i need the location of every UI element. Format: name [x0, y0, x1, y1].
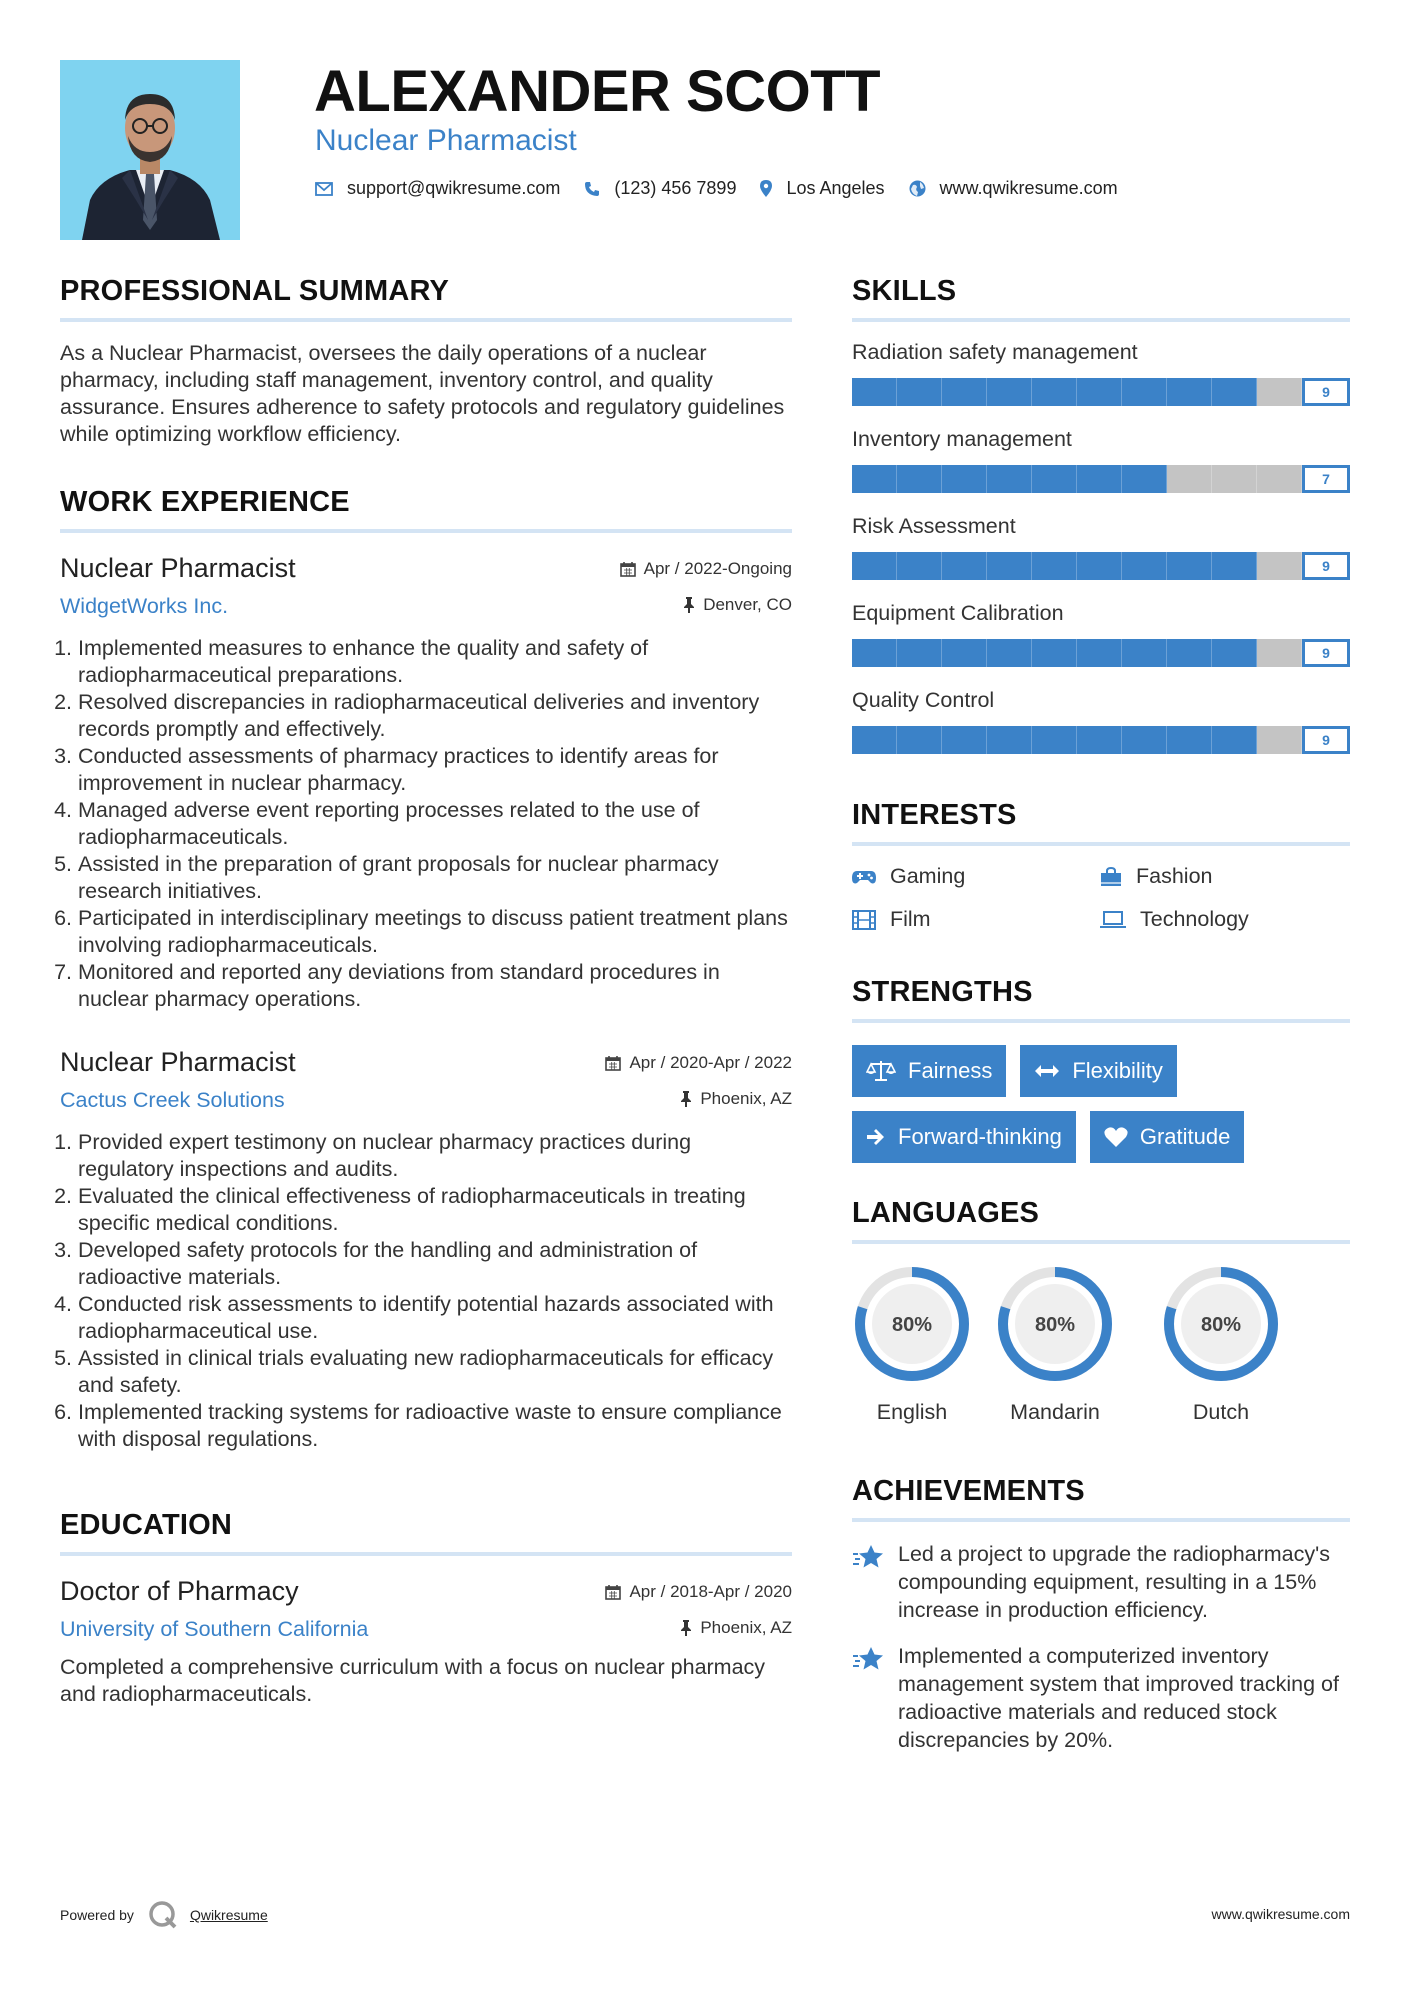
list-item: 2. Evaluated the clinical effectiveness of radiopharmaceuticals in treating specific medical conditions.: [78, 1183, 792, 1237]
skill-segment: [1032, 378, 1077, 406]
job-bullets: [60, 1129, 792, 1453]
skill-item: [852, 688, 1350, 755]
skill-segment: [987, 378, 1032, 406]
strength-tag: [852, 1045, 1006, 1097]
interests-heading: INTERESTS: [852, 799, 1350, 846]
gamepad-icon: [852, 869, 876, 885]
education-description: Completed a comprehensive curriculum with a focus on nuclear pharmacy and radiopharmaceuticals.: [60, 1655, 766, 1706]
interest-item: [852, 907, 1100, 932]
arrow-right-icon: [866, 1127, 886, 1147]
skill-name: Inventory management: [852, 427, 1072, 451]
language-ring: [993, 1262, 1117, 1386]
list-item: 7. Monitored and reported any deviations from standard procedures in nuclear pharmacy operations.: [78, 959, 792, 1013]
language-percent: 80%: [1200, 1314, 1242, 1336]
list-item: 2. Resolved discrepancies in radiopharmaceutical deliveries and inventory records promptly and effectively.: [78, 689, 792, 743]
qwikresume-link[interactable]: Qwikresume: [189, 1907, 268, 1923]
skill-bar: [852, 725, 1350, 755]
language-name: Dutch: [1192, 1400, 1250, 1424]
left-column: [60, 275, 792, 1708]
balance-scale-icon: [866, 1060, 896, 1082]
skill-segment: [1257, 639, 1302, 667]
phone-icon: [584, 181, 600, 197]
pushpin-icon: [680, 1620, 692, 1636]
achievement-item: [852, 1540, 1350, 1624]
strength-label: Fairness: [908, 1058, 993, 1083]
phone-text: (123) 456 7899: [614, 178, 737, 198]
skill-level-badge: 9: [1302, 378, 1350, 406]
skill-segment: [942, 552, 987, 580]
list-item: 3. Developed safety protocols for the handling and administration of radioactive materials.: [78, 1237, 792, 1291]
heart-icon: [1104, 1126, 1128, 1148]
powered-by-text: Powered by: [60, 1907, 134, 1923]
skill-segment: [852, 552, 897, 580]
interest-item: [1100, 907, 1348, 932]
summary-heading: PROFESSIONAL SUMMARY: [60, 275, 792, 322]
job-company: Cactus Creek Solutions: [60, 1088, 285, 1112]
job-entry: [60, 553, 792, 1013]
skills-heading: SKILLS: [852, 275, 1350, 322]
pushpin-icon: [683, 597, 695, 613]
skill-segment: [897, 726, 942, 754]
job-company: WidgetWorks Inc.: [60, 594, 229, 618]
skill-segment: [852, 378, 897, 406]
list-item: 1. Provided expert testimony on nuclear pharmacy practices during regulatory inspections and audits.: [78, 1129, 792, 1183]
language-item: [852, 1262, 972, 1425]
skill-segment: [897, 465, 942, 493]
job-bullets: [60, 635, 792, 1013]
list-item: 1. Implemented measures to enhance the quality and safety of radiopharmaceutical preparations.: [78, 635, 792, 689]
globe-icon: [909, 180, 926, 197]
job-title: Nuclear Pharmacist: [60, 553, 296, 583]
language-percent: 80%: [891, 1314, 933, 1336]
list-item: 4. Managed adverse event reporting processes related to the use of radiopharmaceuticals.: [78, 797, 792, 851]
skill-segment: [897, 639, 942, 667]
school-name: University of Southern California: [60, 1617, 369, 1641]
email-text: support@qwikresume.com: [347, 178, 561, 198]
language-percent: 80%: [1034, 1314, 1076, 1336]
skill-segment: [852, 639, 897, 667]
skill-bar: [852, 464, 1350, 494]
languages-heading: LANGUAGES: [852, 1197, 1350, 1244]
film-icon: [852, 910, 876, 930]
job-location-text: Denver, CO: [703, 595, 792, 614]
language-name: English: [876, 1400, 948, 1424]
skill-bar: [852, 638, 1350, 668]
job-entry: [60, 1047, 792, 1453]
skill-level-badge: 9: [1302, 639, 1350, 667]
skill-name: Radiation safety management: [852, 340, 1138, 364]
job-location: [683, 595, 792, 615]
laptop-icon: [1100, 911, 1126, 929]
list-item: 5. Assisted in clinical trials evaluating new radiopharmaceuticals for efficacy and safety.: [78, 1345, 792, 1399]
skill-segment: [1077, 465, 1122, 493]
achievement-text: Implemented a computerized inventory management system that improved tracking of radioactive materials and reduced stock discrepancies by 20%.: [898, 1644, 1339, 1752]
job-dates: [620, 559, 792, 579]
strengths-heading: STRENGTHS: [852, 976, 1350, 1023]
language-name: Mandarin: [1010, 1400, 1100, 1424]
skill-segment: [1032, 552, 1077, 580]
skill-level-badge: 9: [1302, 726, 1350, 754]
skill-segment: [987, 639, 1032, 667]
achievement-text: Led a project to upgrade the radiopharmacy's compounding equipment, resulting in a 15% increase in production efficiency.: [898, 1542, 1330, 1622]
skill-segment: [1167, 726, 1212, 754]
skill-segment: [987, 465, 1032, 493]
interest-item: [1100, 864, 1348, 889]
interest-label: Fashion: [1136, 864, 1213, 888]
strengths-list: [852, 1045, 1350, 1163]
education-dates: [605, 1582, 792, 1602]
list-item: 6. Participated in interdisciplinary meetings to discuss patient treatment plans involving radiopharmaceuticals.: [78, 905, 792, 959]
skill-segment: [852, 726, 897, 754]
strength-tag: [1090, 1111, 1245, 1163]
achievements-heading: ACHIEVEMENTS: [852, 1475, 1350, 1522]
education-location-text: Phoenix, AZ: [700, 1618, 792, 1637]
skill-segment: [1077, 726, 1122, 754]
list-item: 5. Assisted in the preparation of grant proposals for nuclear pharmacy research initiatives.: [78, 851, 792, 905]
job-location: [680, 1089, 792, 1109]
strength-label: Gratitude: [1139, 1124, 1231, 1149]
contact-email[interactable]: [315, 178, 560, 199]
skill-item: [852, 340, 1350, 407]
skill-segment: [1257, 726, 1302, 754]
skill-segment: [1212, 378, 1257, 406]
pushpin-icon: [680, 1091, 692, 1107]
skill-name: Equipment Calibration: [852, 601, 1064, 625]
skill-segment: [942, 639, 987, 667]
experience-heading: WORK EXPERIENCE: [60, 486, 792, 533]
skill-segment: [942, 378, 987, 406]
skill-segment: [897, 552, 942, 580]
skill-segment: [1257, 552, 1302, 580]
skill-name: Risk Assessment: [852, 514, 1016, 538]
skill-item: [852, 514, 1350, 581]
skill-segment: [987, 726, 1032, 754]
education-entry: [60, 1576, 792, 1708]
footer-powered-by: [60, 1900, 268, 1930]
skill-item: [852, 601, 1350, 668]
strength-label: Forward-thinking: [898, 1124, 1062, 1149]
skill-segment: [1122, 378, 1167, 406]
calendar-icon: [605, 1055, 621, 1071]
interest-item: [852, 864, 1100, 889]
skill-level-badge: 9: [1302, 552, 1350, 580]
education-heading: EDUCATION: [60, 1509, 792, 1556]
job-dates: [605, 1053, 792, 1073]
skills-list: [852, 340, 1350, 755]
job-dates-text: Apr / 2022-Ongoing: [643, 559, 792, 578]
degree-title: Doctor of Pharmacy: [60, 1576, 299, 1606]
contact-location: [760, 178, 884, 199]
skill-segment: [1077, 639, 1122, 667]
skill-segment: [942, 465, 987, 493]
job-title: Nuclear Pharmacist: [60, 1047, 296, 1077]
skill-segment: [1032, 465, 1077, 493]
shopping-bag-icon: [1100, 867, 1122, 887]
arrows-horizontal-icon: [1034, 1064, 1060, 1078]
qwikresume-logo-icon: [148, 1900, 178, 1930]
envelope-icon: [315, 182, 333, 196]
skill-segment: [1077, 378, 1122, 406]
skill-bar: [852, 551, 1350, 581]
skill-segment: [1032, 726, 1077, 754]
candidate-title: Nuclear Pharmacist: [315, 124, 577, 157]
skill-segment: [1212, 552, 1257, 580]
language-ring: [1159, 1262, 1283, 1386]
skill-segment: [1032, 639, 1077, 667]
candidate-name: ALEXANDER SCOTT: [314, 59, 881, 124]
skill-segment: [852, 465, 897, 493]
skill-segment: [1077, 552, 1122, 580]
summary-text: As a Nuclear Pharmacist, oversees the daily operations of a nuclear pharmacy, including staff management, inventory control, and quality assurance. Ensures adherence to safety protocols and regulatory guidelines while optimizing workflow efficiency.: [60, 341, 785, 446]
language-item: [972, 1262, 1138, 1425]
map-pin-icon: [760, 180, 772, 197]
job-location-text: Phoenix, AZ: [700, 1089, 792, 1108]
location-text: Los Angeles: [786, 178, 885, 198]
skill-segment: [1167, 465, 1212, 493]
language-item: [1138, 1262, 1304, 1425]
skill-segment: [1212, 465, 1257, 493]
list-item: 6. Implemented tracking systems for radioactive waste to ensure compliance with disposal regulations.: [78, 1399, 792, 1453]
achievement-item: [852, 1642, 1350, 1754]
list-item: 4. Conducted risk assessments to identify potential hazards associated with radiopharmaceutical use.: [78, 1291, 792, 1345]
star-trophy-icon: [852, 1544, 884, 1570]
skill-segment: [1122, 639, 1167, 667]
profile-photo: [60, 60, 240, 240]
calendar-icon: [605, 1584, 621, 1600]
education-location: [680, 1618, 792, 1638]
skill-segment: [1122, 726, 1167, 754]
language-ring: [850, 1262, 974, 1386]
interest-label: Film: [890, 907, 931, 931]
footer-website[interactable]: www.qwikresume.com: [1211, 1906, 1350, 1922]
education-dates-text: Apr / 2018-Apr / 2020: [629, 1582, 792, 1601]
skill-segment: [1167, 378, 1212, 406]
contact-phone[interactable]: [584, 178, 736, 199]
skill-item: [852, 427, 1350, 494]
star-trophy-icon: [852, 1646, 884, 1672]
interest-label: Gaming: [890, 864, 966, 888]
skill-segment: [1212, 726, 1257, 754]
website-text: www.qwikresume.com: [939, 178, 1118, 198]
job-dates-text: Apr / 2020-Apr / 2022: [629, 1053, 792, 1072]
strength-tag: [1020, 1045, 1176, 1097]
languages-list: [852, 1262, 1350, 1425]
calendar-icon: [620, 561, 636, 577]
strength-label: Flexibility: [1072, 1058, 1163, 1083]
skill-level-badge: 7: [1302, 465, 1350, 493]
skill-segment: [987, 552, 1032, 580]
skill-segment: [1257, 378, 1302, 406]
skill-segment: [942, 726, 987, 754]
skill-name: Quality Control: [852, 688, 995, 712]
skill-segment: [1212, 639, 1257, 667]
skill-segment: [1167, 639, 1212, 667]
right-column: [852, 275, 1350, 1754]
skill-segment: [1257, 465, 1302, 493]
contact-website[interactable]: [909, 178, 1118, 199]
contact-bar: [315, 178, 1142, 199]
skill-segment: [1122, 465, 1167, 493]
skill-segment: [1167, 552, 1212, 580]
interests-list: [852, 864, 1350, 932]
list-item: 3. Conducted assessments of pharmacy practices to identify areas for improvement in nuclear pharmacy.: [78, 743, 792, 797]
skill-bar: [852, 377, 1350, 407]
skill-segment: [897, 378, 942, 406]
interest-label: Technology: [1140, 907, 1249, 931]
skill-segment: [1122, 552, 1167, 580]
strength-tag: [852, 1111, 1076, 1163]
